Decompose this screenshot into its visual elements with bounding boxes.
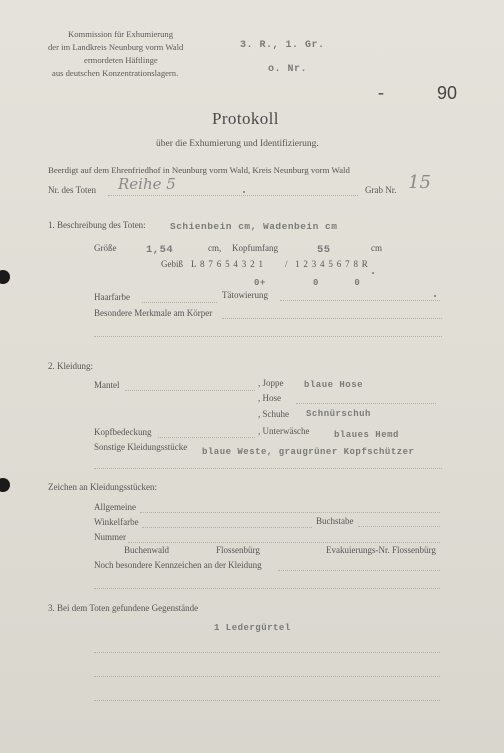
page-number-prefix: -: [378, 82, 384, 102]
typed-reference-number: o. Nr.: [268, 64, 308, 75]
other-clothing-line-2: [94, 468, 442, 469]
commission-line-3: ermordeten Häftlinge: [84, 55, 158, 65]
ink-speck: [434, 295, 436, 297]
other-marks-line: [278, 570, 440, 571]
tattoo-line: [280, 300, 440, 301]
other-clothing-value: blaue Weste, graugrüner Kopfschützer: [202, 447, 415, 457]
dead-number-line: [108, 195, 358, 196]
teeth-separator: /: [285, 259, 288, 269]
page-title: Protokoll: [212, 109, 279, 128]
underwear-value: blaues Hemd: [334, 430, 399, 440]
other-marks-label: Noch besondere Kennzeichen an der Kleidung: [94, 560, 262, 570]
jacket-value: blaue Hose: [304, 380, 364, 390]
grave-number-value: 15: [408, 172, 431, 193]
number-label: Nummer: [94, 532, 126, 542]
typed-reference-row: 3. R., 1. Gr.: [240, 40, 325, 51]
punch-hole-bottom: [0, 478, 10, 492]
hair-color-label: Haarfarbe: [94, 292, 130, 302]
head-circumference-value: 55: [317, 244, 331, 256]
shoes-label: , Schuhe: [258, 409, 289, 419]
tattoo-label: Tätowierung: [222, 290, 268, 300]
clothing-marks-heading: Zeichen an Kleidungsstücken:: [48, 482, 157, 492]
found-items-value: 1 Ledergürtel: [214, 623, 291, 633]
dead-number-value: Reihe 5: [118, 175, 176, 193]
page-subtitle: über die Exhumierung und Identifizierung.: [156, 139, 319, 149]
teeth-right: 1 2 3 4 5 6 7 8 R: [295, 259, 369, 269]
dead-number-label: Nr. des Toten: [48, 185, 96, 195]
ink-speck: [243, 191, 245, 193]
head-circumference-unit: cm: [371, 243, 382, 253]
commission-line-4: aus deutschen Konzentrationslagern.: [52, 68, 179, 78]
body-marks-line-2: [94, 336, 442, 337]
jacket-label: , Joppe: [258, 378, 284, 388]
triangle-color-line: [142, 527, 312, 528]
found-items-line-2: [94, 676, 440, 677]
headwear-line: [158, 437, 255, 438]
teeth-marks: 0+ 0 0: [254, 278, 361, 288]
size-unit: cm,: [208, 243, 222, 253]
hair-color-line: [142, 302, 217, 303]
headwear-label: Kopfbedeckung: [94, 427, 152, 437]
underwear-label: , Unterwäsche: [258, 426, 310, 436]
letter-line: [358, 526, 440, 527]
flossenburg-label: Flossenbürg: [216, 545, 260, 555]
size-label: Größe: [94, 243, 117, 253]
other-marks-line-2: [94, 588, 440, 589]
grave-number-label: Grab Nr.: [365, 185, 397, 195]
shoes-value: Schnürschuh: [306, 409, 371, 419]
buchenwald-label: Buchenwald: [124, 545, 169, 555]
section-1-heading: 1. Beschreibung des Toten:: [48, 220, 146, 230]
teeth-left: L 8 7 6 5 4 3 2 1: [191, 259, 264, 269]
found-items-line: [94, 652, 440, 653]
trousers-label: , Hose: [258, 393, 281, 403]
evacuation-number-label: Evakuierungs-Nr. Flossenbürg: [326, 545, 436, 555]
coat-label: Mantel: [94, 380, 120, 390]
commission-line-2: der im Landkreis Neunburg vorm Wald: [48, 42, 184, 52]
trousers-line: [296, 403, 436, 404]
size-value: 1,54: [146, 244, 174, 256]
ink-speck: [372, 272, 374, 274]
burial-text: Beerdigt auf dem Ehrenfriedhof in Neunburg vorm Wald, Kreis Neunburg vorm Wald: [48, 165, 350, 175]
punch-hole-top: [0, 270, 10, 284]
teeth-label: Gebiß: [161, 259, 183, 269]
body-marks-label: Besondere Merkmale am Körper: [94, 308, 213, 318]
found-items-line-3: [94, 700, 440, 701]
letter-label: Buchstabe: [316, 516, 354, 526]
triangle-color-label: Winkelfarbe: [94, 517, 139, 527]
commission-line-1: Kommission für Exhumierung: [68, 29, 174, 39]
page-number: 90: [437, 83, 458, 103]
section-2-heading: 2. Kleidung:: [48, 361, 93, 371]
general-marks-label: Allgemeine: [94, 502, 136, 512]
other-clothing-label: Sonstige Kleidungsstücke: [94, 442, 188, 452]
head-circumference-label: Kopfumfang: [232, 243, 278, 253]
section-3-heading: 3. Bei dem Toten gefundene Gegenstände: [48, 603, 199, 613]
number-line: [128, 542, 440, 543]
bone-measurements: Schienbein cm, Wadenbein cm: [170, 221, 338, 232]
body-marks-line: [222, 318, 442, 319]
general-marks-line: [140, 512, 440, 513]
coat-line: [125, 390, 255, 391]
